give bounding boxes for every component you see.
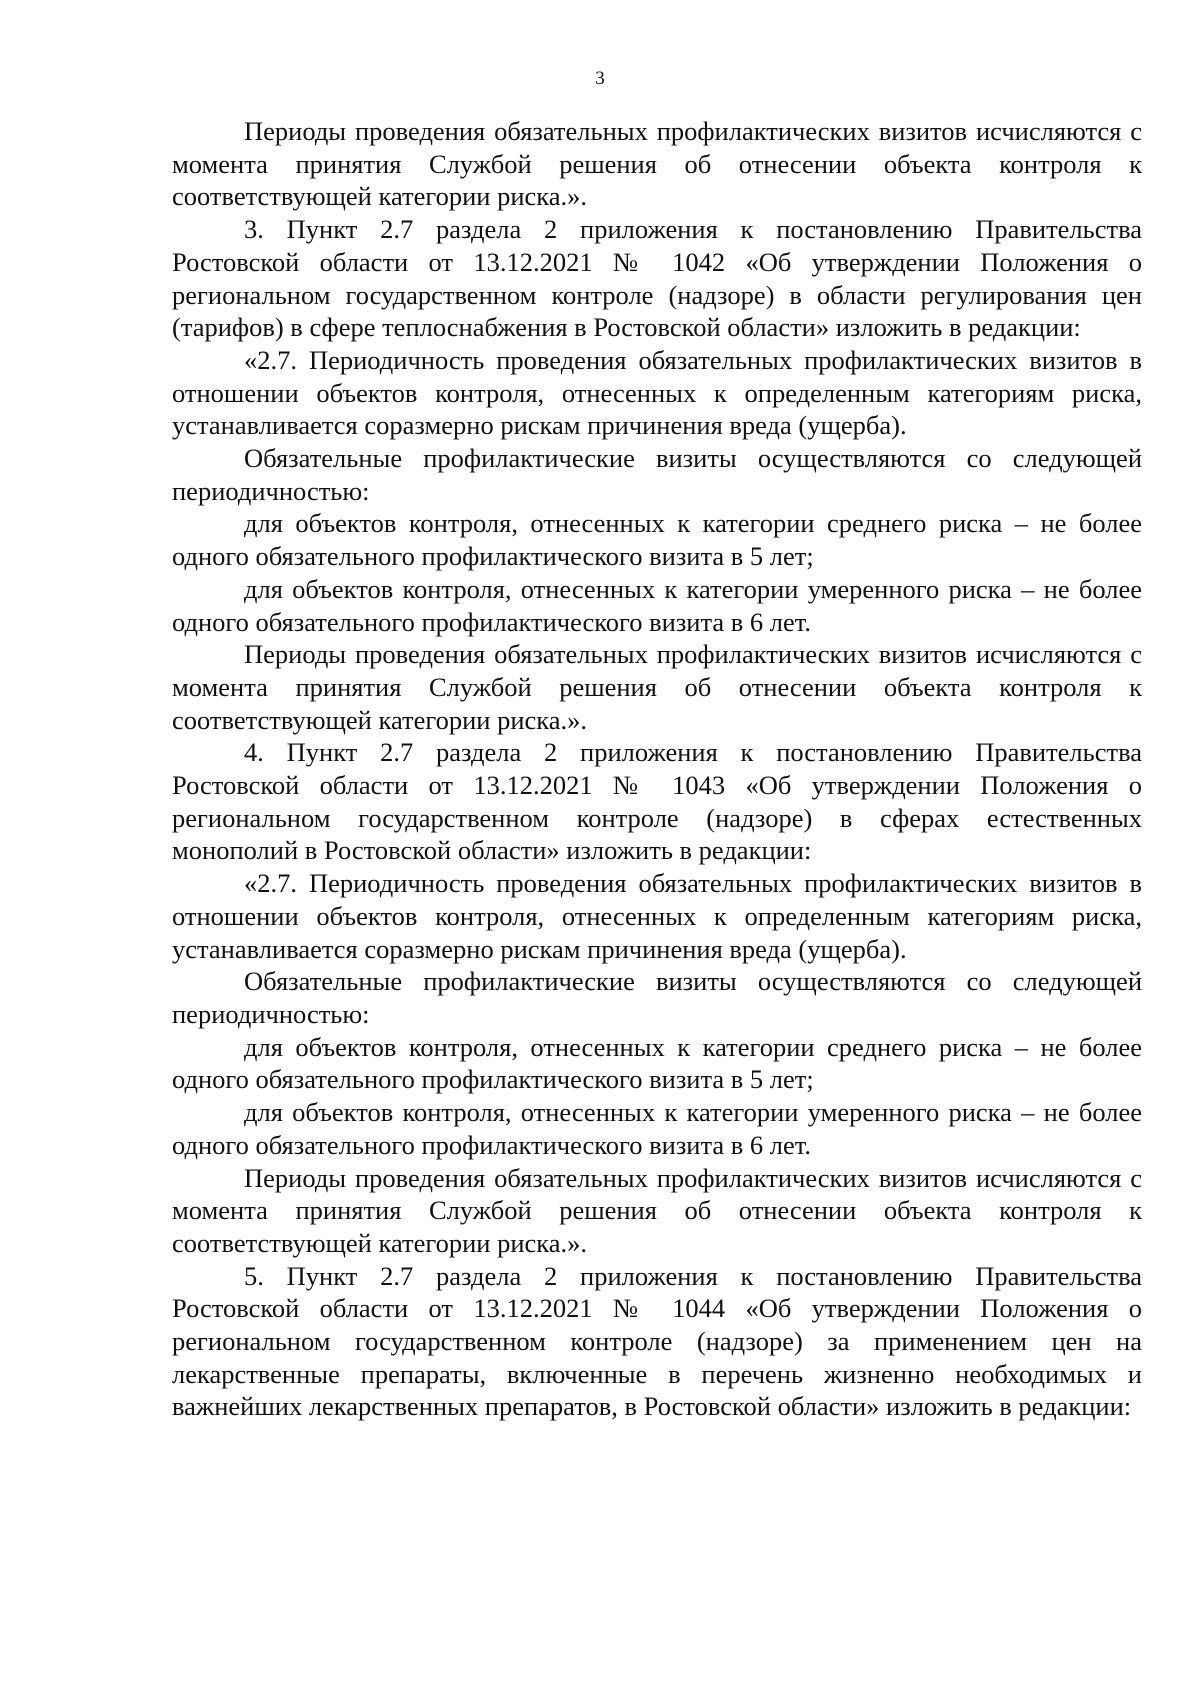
paragraph-6: для объектов контроля, отнесенных к категории умеренного риска – не более одного обязательного профилактического визита в 6 лет. (172, 573, 1142, 637)
paragraph-5: для объектов контроля, отнесенных к категории среднего риска – не более одного обязательного профилактического визита в 5 лет; (172, 508, 1142, 572)
paragraph-9: «2.7. Периодичность проведения обязательных профилактических визитов в отношении объектов контроля, отнесенных к определенным категориям риска, устанавливается соразмерно рискам причинения вреда (ущерба). (172, 868, 1142, 964)
paragraph-1: Периоды проведения обязательных профилактических визитов исчисляются с момента принятия Службой решения об отнесении объекта контроля к соответствующей категории риска.». (172, 116, 1142, 212)
paragraph-13: Периоды проведения обязательных профилактических визитов исчисляются с момента принятия Службой решения об отнесении объекта контроля к соответствующей категории риска.». (172, 1162, 1142, 1258)
paragraph-7: Периоды проведения обязательных профилактических визитов исчисляются с момента принятия Службой решения об отнесении объекта контроля к соответствующей категории риска.». (172, 639, 1142, 735)
paragraph-3: «2.7. Периодичность проведения обязательных профилактических визитов в отношении объектов контроля, отнесенных к определенным категориям риска, устанавливается соразмерно рискам причинения вреда (ущерба). (172, 344, 1142, 441)
document-body (172, 115, 1142, 1423)
paragraph-8: 4. Пункт 2.7 раздела 2 приложения к постановлению Правительства Ростовской области от 13.12.2021 № 1043 «Об утверждении Положения о региональном государственном контроле (надзоре) в сферах естественных монополий в Ростовской области» изложить в редакции: (172, 737, 1142, 866)
paragraph-14: 5. Пункт 2.7 раздела 2 приложения к постановлению Правительства Ростовской области от 13.12.2021 № 1044 «Об утверждении Положения о региональном государственном контроле (надзоре) за применением цен на лекарственные препараты, включенные в перечень жизненно необходимых и важнейших лекарственных препаратов, в Ростовской области» изложить в редакции: (172, 1260, 1142, 1422)
paragraph-12: для объектов контроля, отнесенных к категории умеренного риска – не более одного обязательного профилактического визита в 6 лет. (172, 1097, 1142, 1160)
page-number: 3 (595, 68, 605, 89)
paragraph-10: Обязательные профилактические визиты осуществляются со следующей периодичностью: (172, 966, 1142, 1029)
paragraph-4: Обязательные профилактические визиты осуществляются со следующей периодичностью: (172, 443, 1142, 506)
paragraph-11: для объектов контроля, отнесенных к категории среднего риска – не более одного обязательного профилактического визита в 5 лет; (172, 1031, 1142, 1095)
paragraph-2: 3. Пункт 2.7 раздела 2 приложения к постановлению Правительства Ростовской области от 13.12.2021 № 1042 «Об утверждении Положения о региональном государственном контроле (надзоре) в области регулирования цен (тарифов) в сфере теплоснабжения в Ростовской области» изложить в редакции: (172, 214, 1142, 343)
